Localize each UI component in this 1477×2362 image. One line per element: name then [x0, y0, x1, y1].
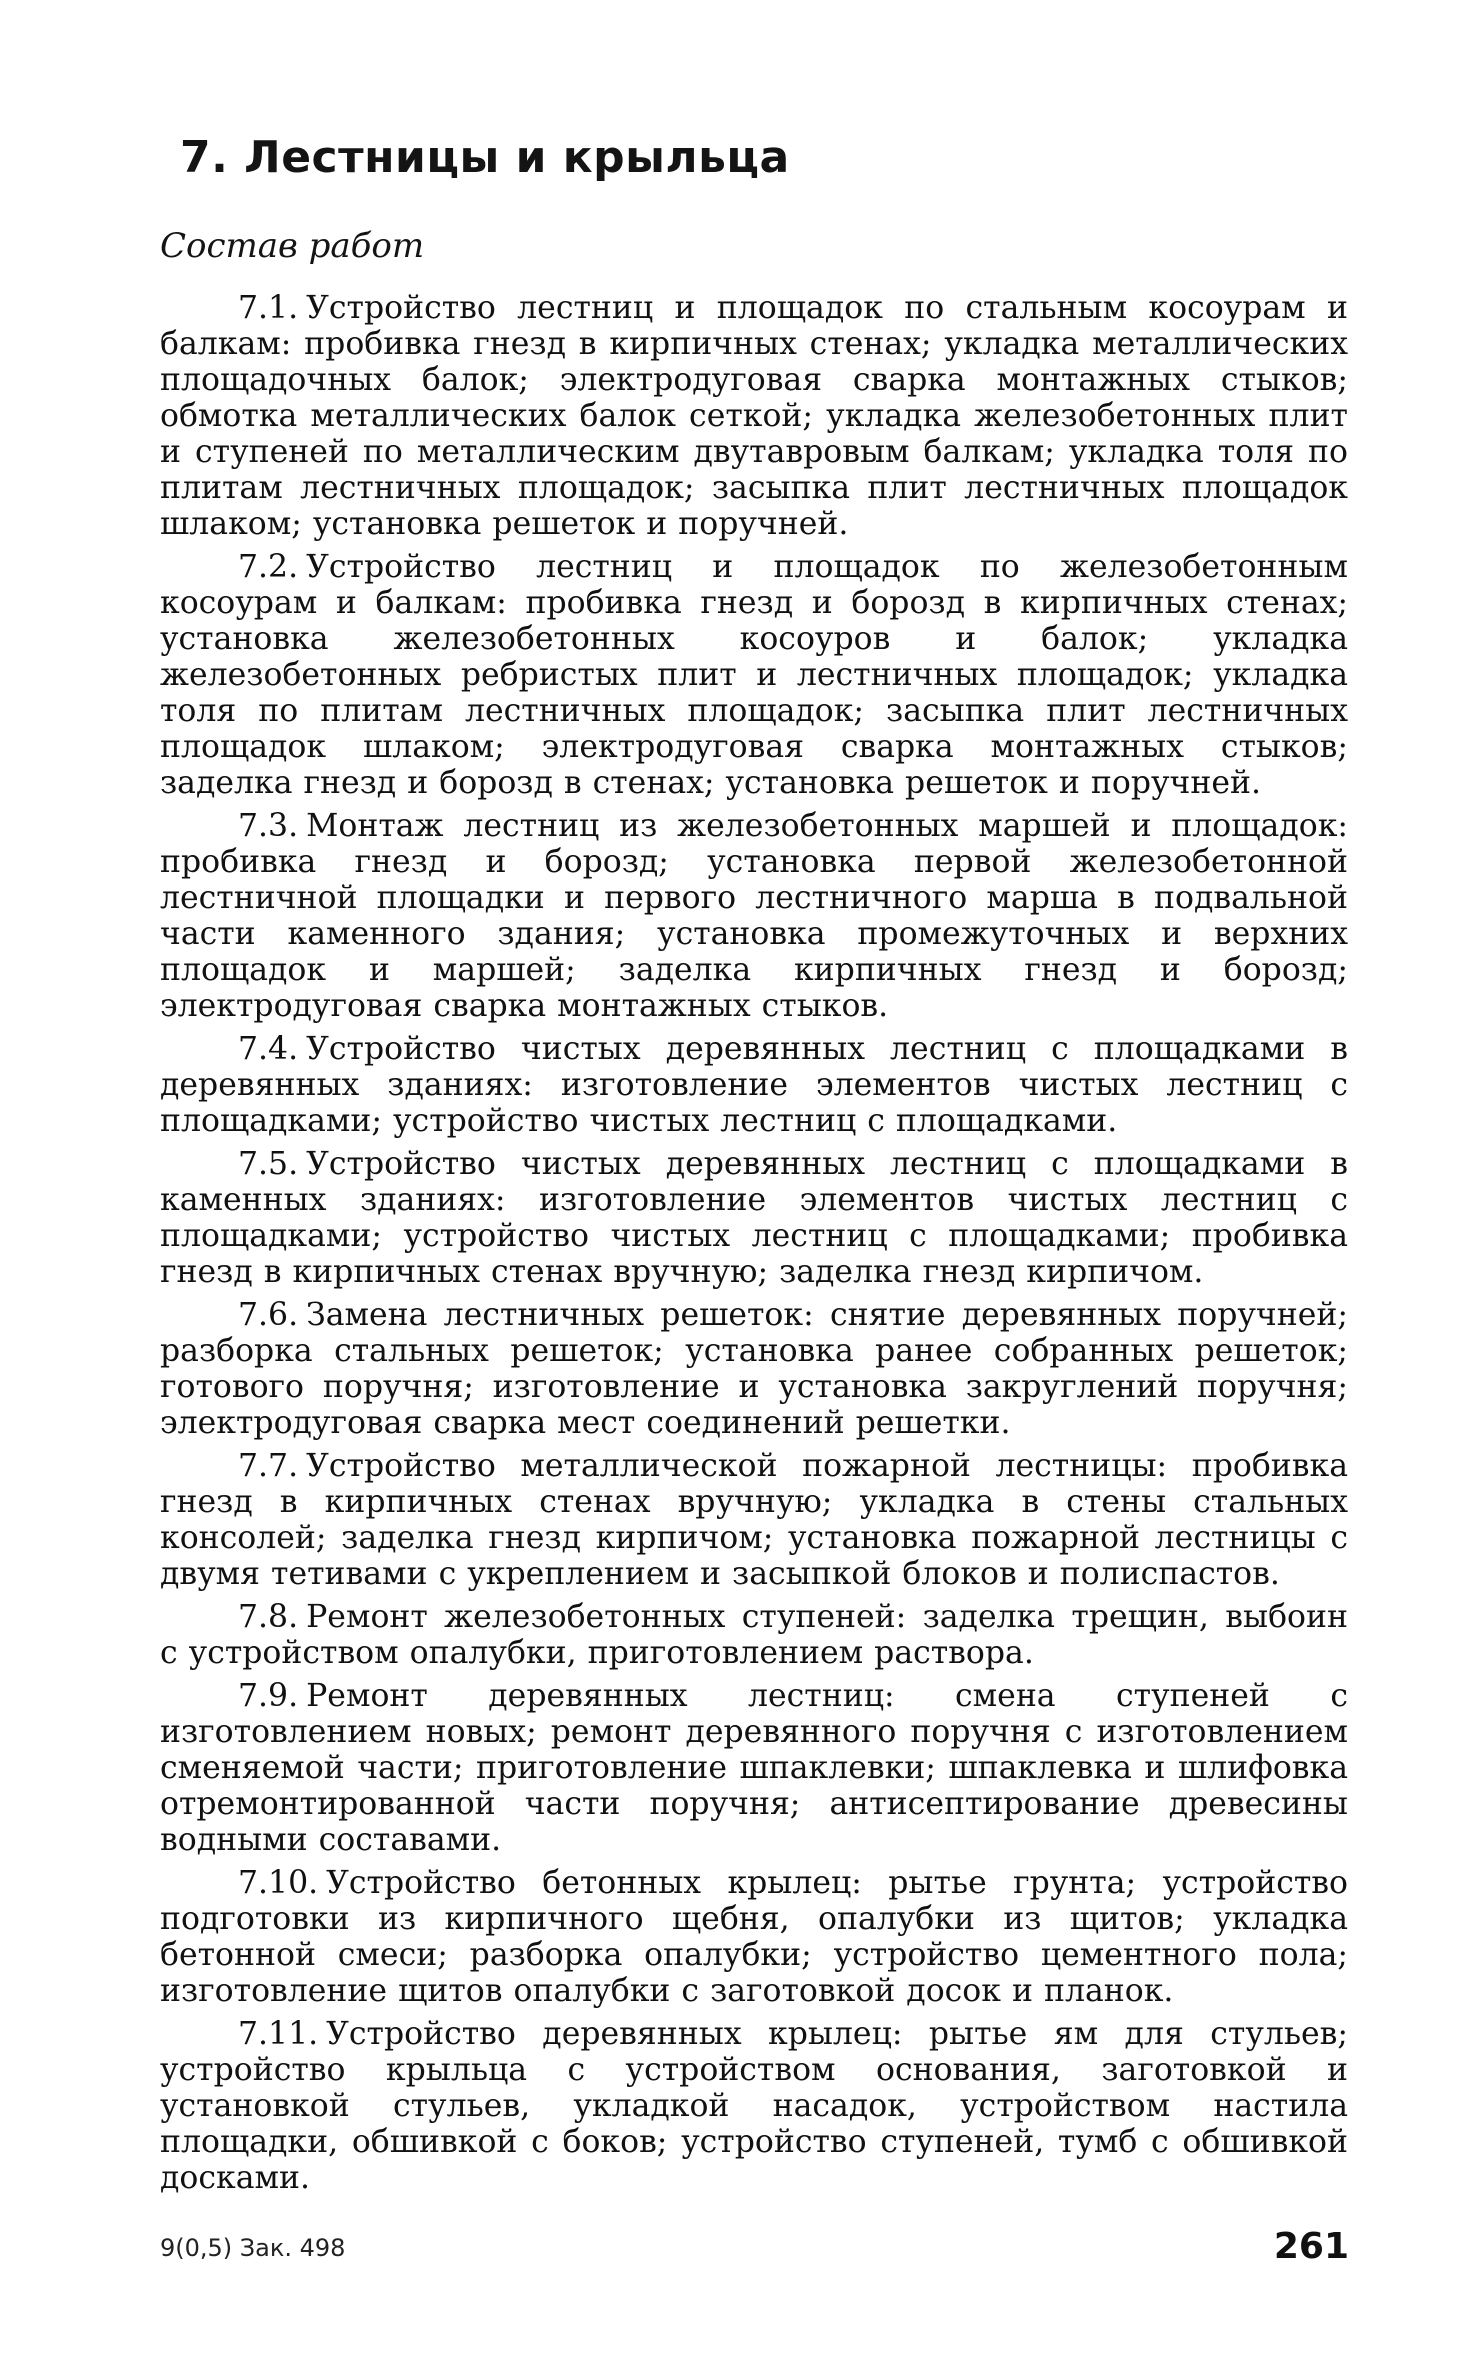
work-item-number: 7.7.: [238, 1448, 299, 1484]
work-item-text: Монтаж лестниц из железобетонных маршей и площадок: пробивка гнезд и борозд; установка первой железобетонной лестничной площадки и первого лестничного марша в подвальной части каменного здания; установка промежуточных и верхних площадок и маршей; заделка кирпичных гнезд и борозд; электродуговая сварка монтажных стыков.: [160, 808, 1348, 1024]
work-item-paragraph: [160, 290, 1348, 542]
print-mark: 9(0,5) Зак. 498: [160, 2234, 346, 2262]
work-item-text: Устройство металлической пожарной лестницы: пробивка гнезд в кирпичных стенах вручную; укладка в стены стальных консолей; заделка гнезд кирпичом; установка пожарной лестницы с двумя тетивами с укреплением и засыпкой блоков и полиспастов.: [160, 1448, 1348, 1592]
section-subtitle: Состав работ: [160, 226, 425, 266]
work-item-number: 7.3.: [238, 808, 299, 844]
work-item-text: Ремонт железобетонных ступеней: заделка трещин, выбоин с устройством опалубки, приготовлением раствора.: [160, 1599, 1348, 1671]
work-item-text: Устройство лестниц и площадок по железобетонным косоурам и балкам: пробивка гнезд и борозд в кирпичных стенах; установка железобетонных косоуров и балок; укладка железобетонных ребристых плит и лестничных площадок; укладка толя по плитам лестничных площадок; засыпка плит лестничных площадок шлаком; электродуговая сварка монтажных стыков; заделка гнезд и борозд в стенах; установка решеток и поручней.: [160, 549, 1348, 801]
work-item-number: 7.11.: [238, 2016, 319, 2052]
work-item-text: Устройство чистых деревянных лестниц с площадками в каменных зданиях: изготовление элементов чистых лестниц с площадками; устройство чистых лестниц с площадками; пробивка гнезд в кирпичных стенах вручную; заделка гнезд кирпичом.: [160, 1146, 1348, 1290]
work-item-paragraph: [160, 1865, 1348, 2009]
work-item-text: Замена лестничных решеток: снятие деревянных поручней; разборка стальных решеток; установка ранее собранных решеток; готового поручня; изготовление и установка закруглений поручня; электродуговая сварка мест соединений решетки.: [160, 1297, 1348, 1441]
section-title: 7. Лестницы и крыльца: [180, 132, 790, 183]
work-item-paragraph: [160, 1146, 1348, 1290]
work-item-paragraph: [160, 1448, 1348, 1592]
work-item-number: 7.9.: [238, 1678, 299, 1714]
work-item-text: Устройство чистых деревянных лестниц с площадками в деревянных зданиях: изготовление элементов чистых лестниц с площадками; устройство чистых лестниц с площадками.: [160, 1031, 1348, 1139]
work-item-paragraph: [160, 1297, 1348, 1441]
work-item-number: 7.6.: [238, 1297, 299, 1333]
work-item-number: 7.2.: [238, 549, 299, 585]
work-item-text: Устройство бетонных крылец: рытье грунта; устройство подготовки из кирпичного щебня, опалубки из щитов; укладка бетонной смеси; разборка опалубки; устройство цементного пола; изготовление щитов опалубки с заготовкой досок и планок.: [160, 1865, 1348, 2009]
work-item-text: Устройство лестниц и площадок по стальным косоурам и балкам: пробивка гнезд в кирпичных стенах; укладка металлических площадочных балок; электродуговая сварка монтажных стыков; обмотка металлических балок сеткой; укладка железобетонных плит и ступеней по металлическим двутавровым балкам; укладка толя по плитам лестничных площадок; засыпка плит лестничных площадок шлаком; установка решеток и поручней.: [160, 290, 1348, 542]
work-items-list: [160, 290, 1348, 2203]
work-item-paragraph: [160, 1678, 1348, 1858]
work-item-text: Устройство деревянных крылец: рытье ям для стульев; устройство крыльца с устройством основания, заготовкой и установкой стульев, укладкой насадок, устройством настила площадки, обшивкой с боков; устройство ступеней, тумб с обшивкой досками.: [160, 2016, 1348, 2196]
work-item-number: 7.5.: [238, 1146, 299, 1182]
work-item-number: 7.8.: [238, 1599, 299, 1635]
work-item-number: 7.4.: [238, 1031, 299, 1067]
work-item-paragraph: [160, 549, 1348, 801]
page-number: 261: [1273, 2226, 1349, 2267]
work-item-paragraph: [160, 1599, 1348, 1671]
work-item-number: 7.1.: [238, 290, 299, 326]
work-item-paragraph: [160, 808, 1348, 1024]
work-item-text: Ремонт деревянных лестниц: смена ступеней с изготовлением новых; ремонт деревянного поручня с изготовлением сменяемой части; приготовление шпаклевки; шпаклевка и шлифовка отремонтированной части поручня; антисептирование древесины водными составами.: [160, 1678, 1348, 1858]
work-item-paragraph: [160, 1031, 1348, 1139]
work-item-number: 7.10.: [238, 1865, 319, 1901]
work-item-paragraph: [160, 2016, 1348, 2196]
